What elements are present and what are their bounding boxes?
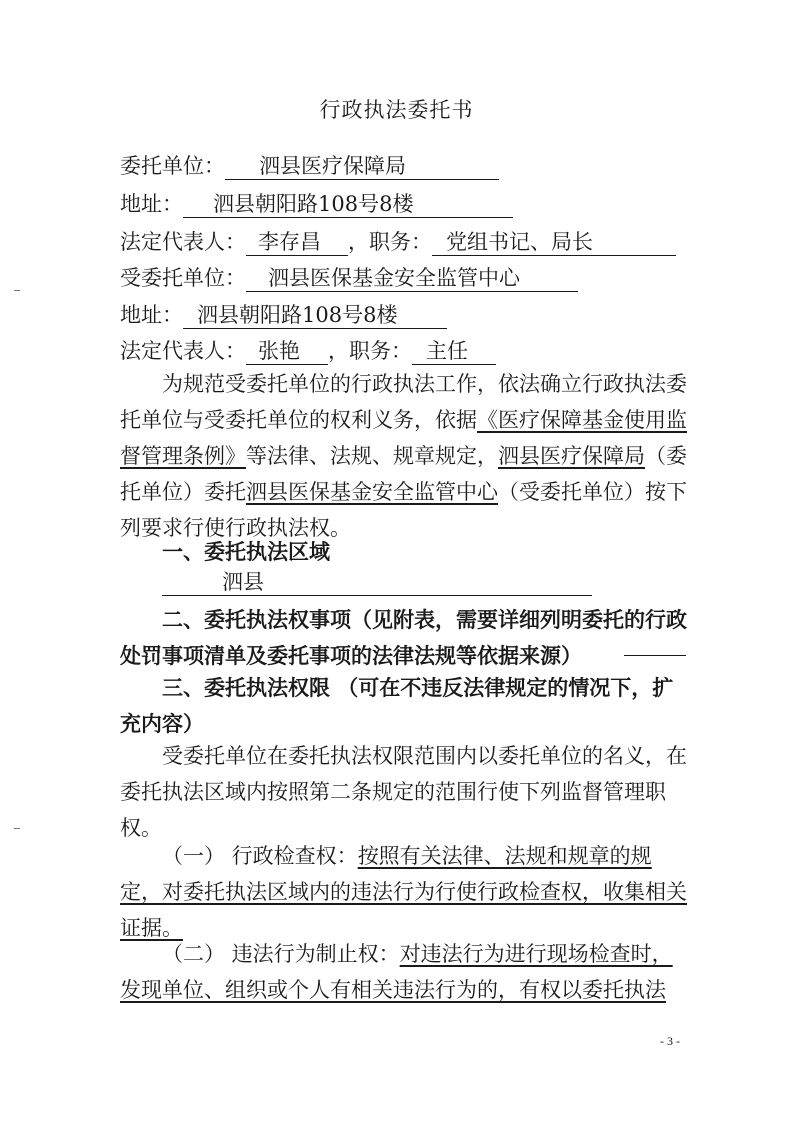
entrusting-unit-row — [120, 150, 700, 182]
intro-text-1: 为规范受委托单位的行政执法工作，依法确立行政执法委托单位与受委托单位的权利义务，依据 — [120, 372, 687, 432]
intro-unit-2: 泗县医保基金安全监管中心 — [246, 480, 498, 504]
position1-value: 党组书记、局长 — [432, 229, 676, 256]
section3-body: 受委托单位在委托执法权限范围内以委托单位的名义，在委托执法区域内按照第二条规定的范围行使下列监督管理职权。 — [120, 744, 687, 840]
section1-value-row — [120, 566, 700, 598]
entrusted-unit-label: 受委托单位： — [120, 266, 246, 290]
regulation-name: 《医疗保障基金使用监督管理条例》 — [120, 408, 687, 468]
address2-row — [120, 299, 700, 331]
intro-text-3: （委托单位）委托 — [120, 444, 687, 504]
section1-value: 泗县 — [162, 569, 592, 596]
address1-label: 地址： — [120, 192, 183, 216]
address2-label: 地址： — [120, 303, 183, 327]
item2-paragraph — [120, 936, 692, 1008]
document-title: 行政执法委托书 — [319, 98, 474, 122]
section2-heading: 二、委托执法权事项（见附表，需要详细列明委托的行政处罚事项清单及委托事项的法律法规等依据来源） — [120, 608, 687, 668]
entrusting-unit-label: 委托单位： — [120, 154, 225, 178]
legal-rep1-value: 李存昌 — [246, 229, 348, 256]
position2-label: ，职务： — [328, 339, 412, 363]
page-number: - 3 - — [660, 1034, 680, 1048]
legal-rep2-label: 法定代表人： — [120, 339, 246, 363]
section2-blank-line — [624, 655, 686, 656]
item1-text: 按照有关法律、法规和规章的规定，对委托执法区域内的违法行为行使行政检查权，收集相关证据。 — [120, 844, 687, 940]
intro-paragraph — [120, 366, 692, 546]
position1-label: ，职务： — [348, 230, 432, 254]
intro-text-4: （受委托单位）按下列要求行使行政执法权。 — [120, 480, 687, 540]
intro-text-2: 等法律、法规、规章规定， — [246, 444, 498, 468]
entrusted-unit-row — [120, 262, 700, 294]
legal-rep2-value: 张艳 — [246, 338, 328, 365]
item1-paragraph — [120, 838, 692, 946]
address1-value: 泗县朝阳路108号8楼 — [183, 191, 513, 218]
position2-value: 主任 — [412, 338, 496, 365]
address2-value: 泗县朝阳路108号8楼 — [183, 302, 447, 329]
entrusting-unit-value: 泗县医疗保障局 — [225, 153, 499, 180]
item2-label: （二） 违法行为制止权： — [162, 942, 400, 966]
item1-label: （一） 行政检查权： — [162, 844, 358, 868]
legal-rep2-row — [120, 335, 700, 367]
item2-text: 对违法行为进行现场检查时，发现单位、组织或个人有相关违法行为的，有权以委托执法 — [120, 942, 673, 1002]
section1-heading: 一、委托执法区域 — [162, 540, 330, 564]
intro-unit-1: 泗县医疗保障局 — [498, 444, 645, 468]
scan-mark — [14, 828, 20, 829]
scan-mark — [14, 290, 20, 291]
address1-row — [120, 188, 700, 220]
entrusted-unit-value: 泗县医保基金安全监管中心 — [246, 265, 578, 292]
section3-heading: 三、委托执法权限 （可在不违反法律规定的情况下，扩充内容） — [120, 676, 674, 736]
legal-rep1-row — [120, 226, 700, 258]
legal-rep1-label: 法定代表人： — [120, 230, 246, 254]
